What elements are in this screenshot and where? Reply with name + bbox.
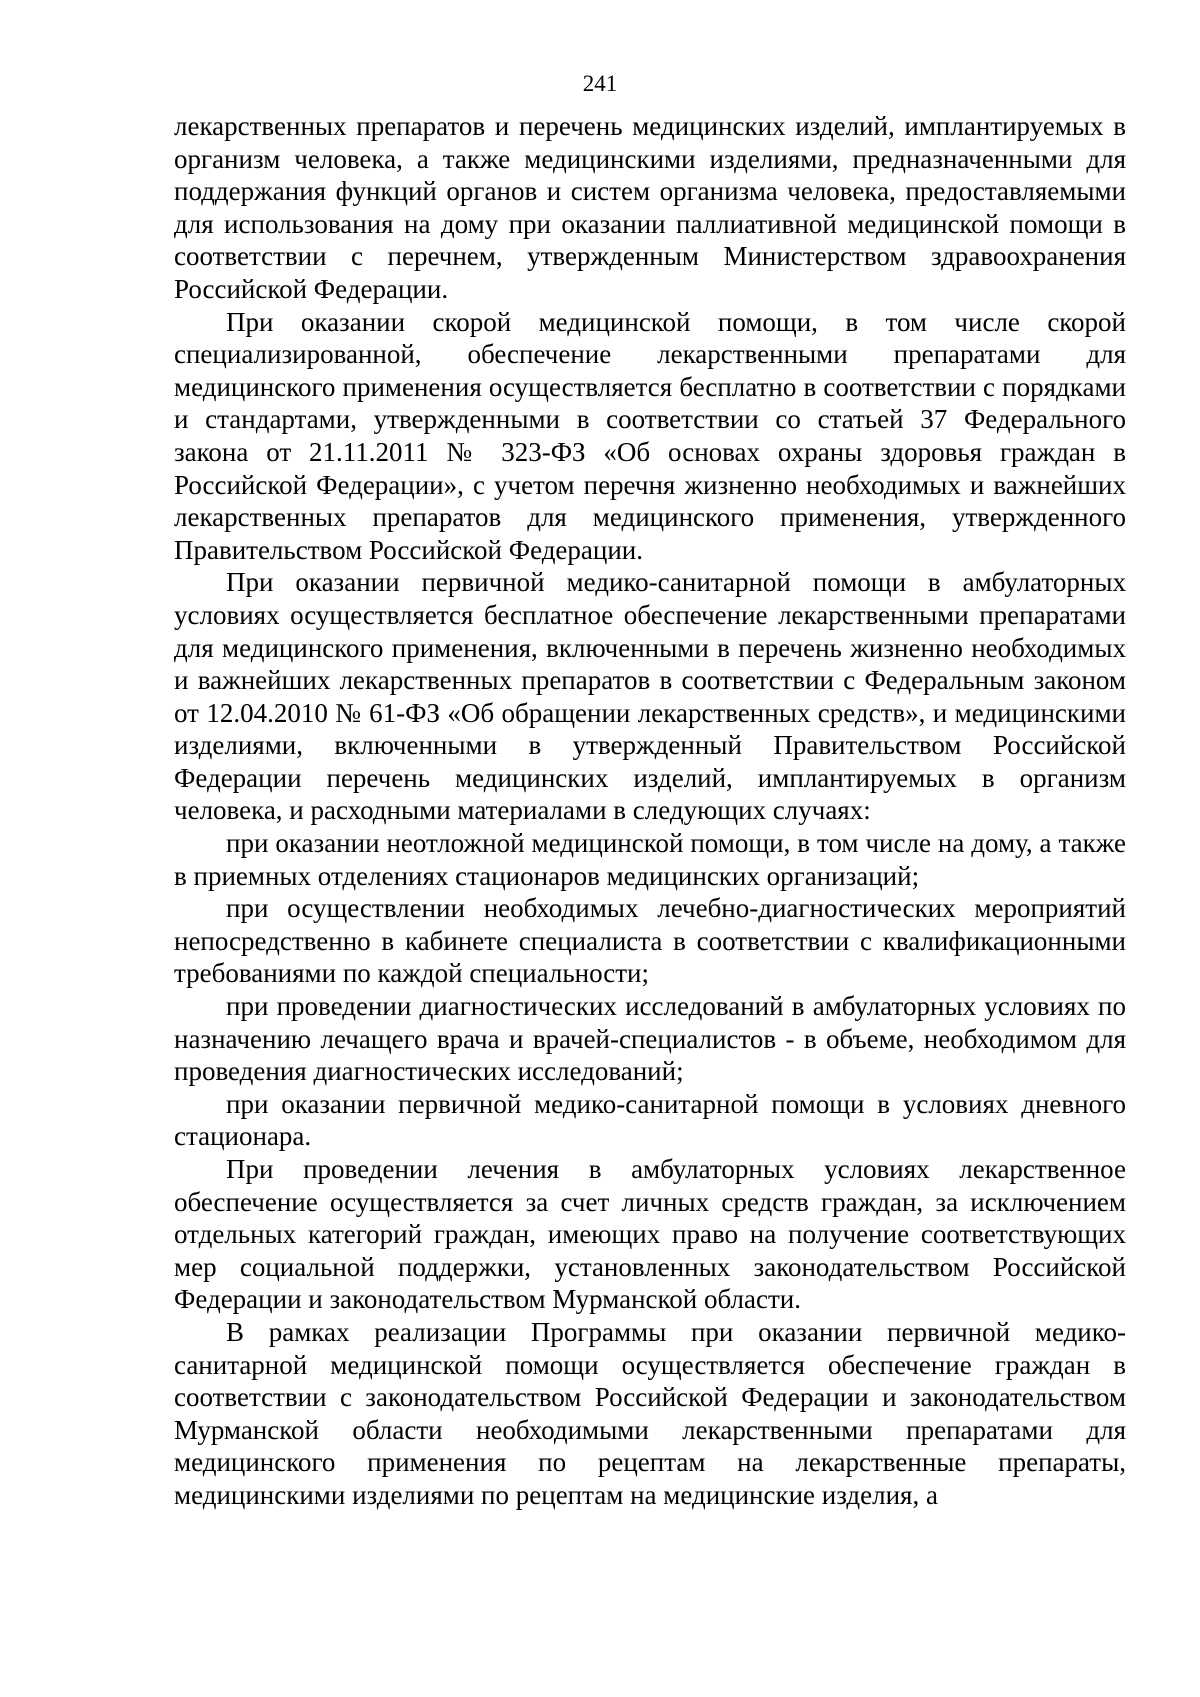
paragraph-case-day-hospital: при оказании первичной медико-санитарной помощи в условиях дневного стационара. [174, 1088, 1126, 1152]
paragraph-emergency-care: При оказании скорой медицинской помощи, в том числе скорой специализированной, обеспечение лекарственными препаратами для медицинского применения осуществляется бесплатно в соответствии с порядками и стандартами, утвержденными в соответствии со статьей 37 Федерального закона от 21.11.2011 № 323-ФЗ «Об основах охраны здоровья граждан в Российской Федерации», с учетом перечня жизненно необходимых и важнейших лекарственных препаратов для медицинского применения, утвержденного Правительством Российской Федерации. [174, 306, 1126, 565]
paragraph-continued-drug-list: лекарственных препаратов и перечень медицинских изделий, имплантируемых в организм человека, а также медицинскими изделиями, предназначенными для поддержания функций органов и систем организма человека, предоставляемыми для использования на дому при оказании паллиативной медицинской помощи в соответствии с перечнем, утвержденным Министерством здравоохранения Российской Федерации. [174, 111, 1126, 304]
paragraph-case-diagnostics: при проведении диагностических исследований в амбулаторных условиях по назначению лечащего врача и врачей-специалистов - в объеме, необходимом для проведения диагностических исследований; [174, 991, 1126, 1087]
paragraph-program-implementation: В рамках реализации Программы при оказании первичной медико-санитарной медицинской помощи осуществляется обеспечение граждан в соответствии с законодательством Российской Федерации и законодательством Мурманской области необходимыми лекарственными препаратами для медицинского применения по рецептам на лекарственные препараты, медицинскими изделиями по рецептам на медицинские изделия, а [174, 1316, 1126, 1510]
paragraph-case-specialist-office: при осуществлении необходимых лечебно-диагностических мероприятий непосредственно в кабинете специалиста в соответствии с квалификационными требованиями по каждой специальности; [174, 893, 1126, 989]
paragraph-case-urgent-care: при оказании неотложной медицинской помощи, в том числе на дому, а также в приемных отделениях стационаров медицинских организаций; [174, 828, 1126, 891]
document-body [174, 110, 1126, 1512]
page-number: 241 [582, 71, 618, 96]
paragraph-primary-care-outpatient: При оказании первичной медико-санитарной помощи в амбулаторных условиях осуществляется бесплатное обеспечение лекарственными препаратами для медицинского применения, включенными в перечень жизненно необходимых и важнейших лекарственных препаратов в соответствии с Федеральным законом от 12.04.2010 № 61-ФЗ «Об обращении лекарственных средств», и медицинскими изделиями, включенными в утвержденный Правительством Российской Федерации перечень медицинских изделий, имплантируемых в организм человека, и расходными материалами в следующих случаях: [174, 567, 1126, 826]
paragraph-outpatient-treatment: При проведении лечения в амбулаторных условиях лекарственное обеспечение осуществляется за счет личных средств граждан, за исключением отдельных категорий граждан, имеющих право на получение соответствующих мер социальной поддержки, установленных законодательством Российской Федерации и законодательством Мурманской области. [174, 1154, 1126, 1315]
